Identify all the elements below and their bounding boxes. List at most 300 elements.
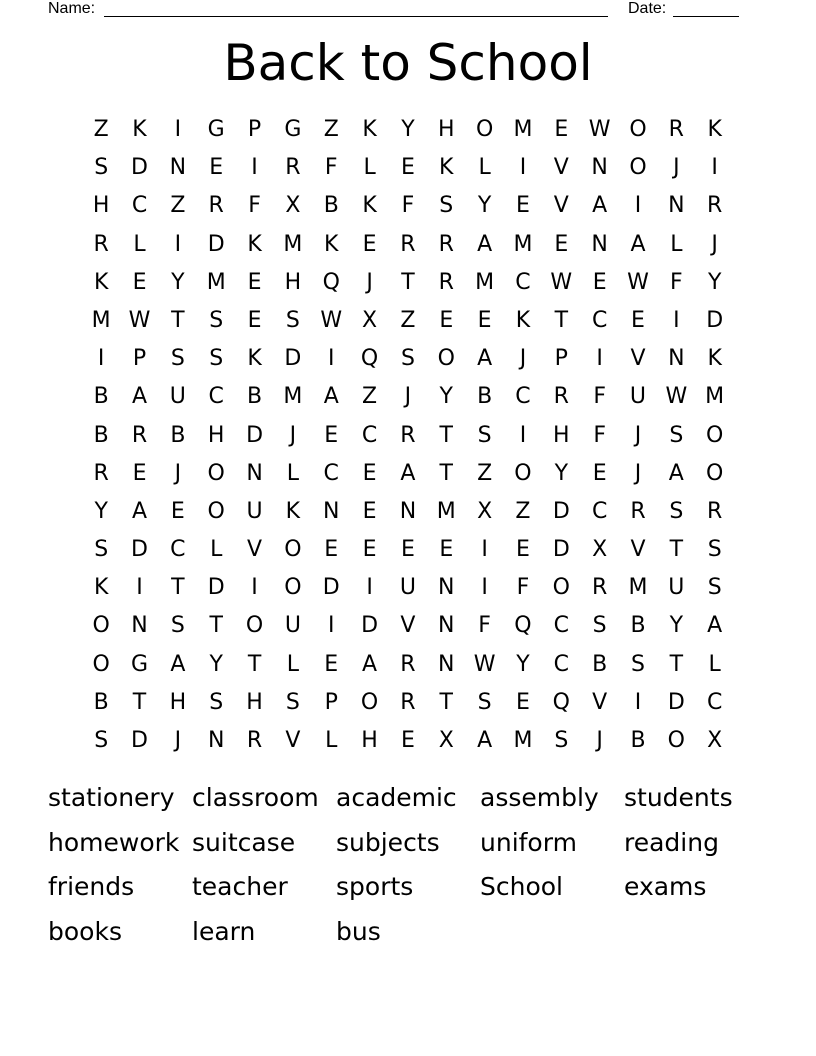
grid-letter: E (439, 307, 454, 333)
word-list-item: assembly (480, 783, 599, 812)
grid-letter: T (171, 575, 185, 601)
grid-letter: I (634, 193, 642, 219)
grid-letter: R (591, 575, 608, 601)
grid-letter: I (251, 155, 258, 181)
grid-letter: S (285, 307, 300, 333)
grid-letter: D (284, 346, 302, 372)
grid-letter: O (360, 689, 379, 715)
word-list-item: reading (624, 827, 719, 857)
grid-letter: Z (93, 117, 109, 142)
grid-letter: B (630, 728, 646, 753)
grid-letter: H (207, 422, 225, 448)
grid-letter: S (554, 728, 569, 753)
word-list-item: academic (336, 783, 457, 812)
grid-letter: L (708, 651, 721, 677)
grid-letter: R (707, 498, 723, 524)
grid-letter: N (438, 575, 455, 601)
grid-letter: I (634, 689, 642, 715)
grid-letter: U (399, 575, 416, 601)
grid-letter: T (401, 269, 415, 295)
grid-letter: O (92, 613, 110, 639)
grid-letter: T (439, 422, 453, 448)
grid-letter: A (477, 728, 493, 753)
grid-letter: H (92, 193, 110, 219)
grid-letter: B (630, 613, 646, 639)
grid-letter: J (673, 155, 680, 181)
grid-letter: E (170, 498, 185, 524)
word-list-item: suitcase (192, 827, 296, 857)
grid-row (82, 684, 734, 722)
grid-letter: E (400, 155, 415, 181)
grid-letter: K (93, 575, 109, 601)
grid-letter: S (209, 307, 224, 333)
grid-letter: C (591, 307, 608, 333)
grid-letter: E (362, 460, 377, 486)
grid-letter: V (630, 537, 646, 563)
grid-letter: A (131, 498, 148, 524)
grid-letter: O (552, 575, 570, 601)
grid-letter: D (207, 575, 225, 601)
grid-letter: Z (400, 307, 416, 333)
grid-letter: T (132, 689, 147, 715)
grid-letter: B (170, 422, 186, 448)
grid-letter: N (591, 231, 608, 257)
grid-letter: O (514, 460, 532, 486)
grid-letter: R (400, 422, 416, 448)
grid-letter: R (668, 117, 684, 142)
grid-letter: N (169, 155, 187, 181)
grid-letter: Y (171, 269, 185, 295)
grid-letter: D (322, 575, 340, 601)
grid-letter: W (320, 307, 343, 333)
grid-letter: S (669, 498, 684, 524)
grid-letter: M (206, 269, 226, 295)
grid-letter: S (170, 346, 185, 372)
grid-letter: E (516, 193, 530, 219)
word-list-item: subjects (336, 827, 440, 857)
grid-letter: K (132, 117, 147, 142)
grid-letter: N (668, 193, 685, 219)
grid-letter: C (553, 651, 569, 677)
grid-letter: S (707, 575, 722, 601)
grid-letter: C (361, 422, 378, 448)
grid-letter: R (438, 269, 454, 295)
grid-letter: Z (515, 498, 531, 524)
grid-letter: S (94, 155, 109, 181)
grid-letter: D (706, 307, 724, 333)
grid-letter: X (285, 193, 301, 219)
grid-letter: V (630, 346, 646, 372)
word-list-item: School (480, 872, 563, 902)
grid-letter: R (285, 155, 301, 181)
grid-letter: E (516, 689, 530, 715)
grid-letter: S (631, 651, 645, 677)
grid-letter: S (400, 346, 415, 372)
grid-letter: D (552, 498, 570, 524)
grid-letter: M (705, 384, 725, 410)
grid-letter: V (400, 613, 416, 639)
grid-letter: X (362, 307, 378, 333)
word-list (48, 778, 788, 956)
grid-letter: C (553, 613, 569, 639)
grid-letter: F (401, 193, 415, 219)
grid-letter: I (673, 307, 680, 333)
grid-letter: S (209, 346, 224, 372)
grid-letter: R (438, 231, 454, 257)
grid-letter: S (592, 613, 607, 639)
grid-letter: A (400, 460, 416, 486)
grid-letter: I (251, 575, 258, 601)
grid-letter: E (400, 537, 415, 563)
grid-letter: B (592, 651, 608, 677)
grid-letter: E (554, 117, 569, 142)
grid-row (82, 340, 734, 378)
grid-letter: F (593, 422, 606, 448)
grid-letter: S (285, 689, 300, 715)
grid-letter: L (133, 231, 146, 257)
word-list-item: sports (336, 872, 414, 902)
grid-letter: L (325, 728, 338, 753)
grid-letter: O (667, 728, 685, 753)
grid-letter: A (477, 231, 493, 257)
grid-letter: M (628, 575, 648, 601)
grid-row (82, 417, 734, 455)
grid-letter: O (706, 460, 724, 486)
grid-letter: E (324, 537, 339, 563)
word-list-item: exams (624, 872, 707, 902)
grid-letter: V (285, 728, 301, 753)
grid-letter: S (439, 193, 454, 219)
grid-letter: L (670, 231, 683, 257)
grid-row (82, 111, 734, 149)
grid-letter: X (707, 728, 723, 753)
grid-letter: E (554, 231, 569, 257)
grid-letter: R (400, 651, 416, 677)
grid-letter: C (591, 498, 608, 524)
header-line (48, 0, 748, 20)
grid-letter: H (169, 689, 187, 715)
grid-letter: B (247, 384, 263, 410)
letter-grid (82, 111, 734, 760)
grid-letter: E (324, 651, 339, 677)
grid-letter: Y (554, 460, 569, 486)
grid-letter: Z (362, 384, 378, 410)
grid-letter: K (285, 498, 301, 524)
grid-letter: U (169, 384, 186, 410)
date-label: Date: (628, 0, 667, 17)
grid-letter: D (207, 231, 225, 257)
grid-letter: L (286, 651, 300, 677)
grid-letter: Z (170, 193, 186, 219)
grid-letter: B (477, 384, 493, 410)
grid-letter: U (629, 384, 647, 410)
grid-letter: P (554, 346, 568, 372)
grid-letter: A (362, 651, 378, 677)
grid-letter: E (247, 269, 262, 295)
grid-letter: J (519, 346, 527, 372)
grid-letter: P (324, 689, 338, 715)
grid-letter: D (246, 422, 264, 448)
grid-letter: C (706, 689, 723, 715)
grid-letter: I (136, 575, 143, 601)
page-title: Back to School (223, 34, 593, 92)
grid-row (82, 226, 734, 264)
grid-letter: U (668, 575, 685, 601)
grid-letter: X (477, 498, 493, 524)
grid-letter: M (283, 384, 303, 410)
grid-letter: U (246, 498, 263, 524)
grid-letter: W (665, 384, 688, 410)
grid-letter: A (668, 460, 684, 486)
grid-letter: C (323, 460, 339, 486)
grid-letter: V (553, 155, 569, 181)
grid-letter: I (327, 346, 335, 372)
grid-letter: A (170, 651, 186, 677)
grid-letter: Q (514, 613, 532, 639)
grid-letter: K (93, 269, 109, 295)
word-list-item: students (624, 783, 733, 812)
grid-letter: B (93, 422, 109, 448)
grid-letter: T (554, 307, 569, 333)
grid-letter: O (284, 537, 302, 563)
grid-letter: T (669, 651, 684, 677)
grid-letter: I (481, 537, 488, 563)
grid-letter: R (246, 728, 263, 753)
grid-letter: R (93, 231, 109, 257)
grid-letter: N (668, 346, 685, 372)
grid-letter: O (475, 117, 494, 142)
grid-letter: O (629, 117, 647, 142)
name-label: Name: (48, 0, 96, 17)
grid-letter: I (481, 575, 488, 601)
grid-letter: F (593, 384, 606, 410)
grid-letter: E (477, 307, 492, 333)
grid-letter: V (553, 193, 569, 219)
grid-letter: R (707, 193, 723, 219)
grid-letter: E (516, 537, 530, 563)
grid-letter: A (323, 384, 339, 410)
grid-letter: O (437, 346, 455, 372)
grid-letter: E (132, 460, 147, 486)
grid-letter: S (707, 537, 722, 563)
grid-letter: W (128, 307, 151, 333)
grid-letter: J (366, 269, 373, 295)
grid-letter: N (207, 728, 225, 753)
date-blank (673, 16, 739, 17)
grid-letter: A (707, 613, 723, 639)
grid-letter: P (132, 346, 147, 372)
grid-row (82, 569, 734, 607)
word-list-item: homework (48, 827, 180, 857)
grid-row (82, 187, 734, 225)
grid-letter: L (286, 460, 300, 486)
grid-letter: R (93, 460, 109, 486)
grid-letter: G (284, 117, 302, 142)
grid-letter: Y (439, 384, 453, 410)
grid-letter: O (245, 613, 264, 639)
grid-letter: Z (323, 117, 339, 142)
grid-letter: Y (209, 651, 223, 677)
grid-letter: W (550, 269, 573, 295)
grid-letter: J (596, 728, 603, 753)
grid-letter: N (591, 155, 608, 181)
grid-letter: F (516, 575, 530, 601)
grid-letter: H (553, 422, 570, 448)
grid-letter: M (475, 269, 495, 295)
grid-letter: P (247, 117, 262, 142)
grid-letter: S (477, 422, 492, 448)
grid-letter: M (513, 728, 533, 753)
grid-letter: R (400, 689, 416, 715)
grid-letter: E (324, 422, 339, 448)
grid-letter: K (247, 231, 262, 257)
word-list-item: uniform (480, 827, 577, 857)
grid-letter: M (513, 231, 533, 257)
grid-letter: S (209, 689, 224, 715)
grid-letter: E (132, 269, 147, 295)
grid-letter: E (631, 307, 645, 333)
grid-letter: R (553, 384, 569, 410)
grid-letter: L (210, 537, 223, 563)
grid-letter: R (131, 422, 148, 448)
grid-letter: E (439, 537, 454, 563)
grid-row (82, 646, 734, 684)
grid-letter: C (170, 537, 186, 563)
grid-letter: C (131, 193, 148, 219)
name-blank (104, 16, 608, 17)
grid-row (82, 531, 734, 569)
grid-row (82, 722, 734, 760)
word-list-item: learn (192, 916, 256, 946)
grid-letter: B (323, 193, 339, 219)
grid-letter: H (246, 689, 263, 715)
grid-letter: M (283, 231, 303, 257)
grid-letter: N (246, 460, 263, 486)
grid-letter: Q (322, 269, 340, 295)
grid-letter: L (478, 155, 491, 181)
grid-letter: O (284, 575, 302, 601)
grid-row (82, 378, 734, 416)
grid-letter: W (588, 117, 611, 142)
grid-row (82, 607, 734, 645)
grid-row (82, 264, 734, 302)
grid-letter: I (519, 422, 527, 448)
grid-letter: J (174, 460, 182, 486)
grid-letter: W (473, 651, 496, 677)
grid-letter: E (362, 498, 377, 524)
word-list-item: teacher (192, 872, 288, 902)
grid-letter: D (131, 537, 148, 563)
grid-letter: I (174, 117, 182, 142)
grid-letter: V (247, 537, 263, 563)
word-list-item: bus (336, 916, 381, 946)
grid-letter: I (327, 613, 335, 639)
grid-letter: K (247, 346, 262, 372)
grid-letter: V (592, 689, 608, 715)
word-list-item: stationery (48, 783, 175, 812)
grid-letter: U (284, 613, 301, 639)
grid-letter: K (515, 307, 531, 333)
grid-letter: I (366, 575, 373, 601)
grid-letter: X (438, 728, 454, 753)
grid-letter: J (174, 728, 182, 753)
grid-letter: J (404, 384, 412, 410)
grid-letter: J (711, 231, 718, 257)
grid-letter: T (171, 307, 185, 333)
grid-letter: K (707, 117, 722, 142)
grid-letter: A (592, 193, 608, 219)
grid-letter: Q (552, 689, 570, 715)
grid-letter: O (207, 498, 225, 524)
grid-letter: E (400, 728, 415, 753)
grid-letter: B (93, 689, 109, 715)
grid-letter: E (362, 231, 377, 257)
word-list-item: friends (48, 872, 135, 902)
grid-letter: J (634, 460, 642, 486)
grid-letter: M (91, 307, 111, 333)
grid-letter: M (436, 498, 456, 524)
grid-letter: I (97, 346, 105, 372)
grid-letter: J (289, 422, 297, 448)
grid-row (82, 149, 734, 187)
grid-letter: H (361, 728, 378, 753)
grid-letter: H (437, 117, 455, 142)
grid-letter: E (362, 537, 377, 563)
grid-letter: R (208, 193, 224, 219)
grid-letter: T (439, 460, 453, 486)
grid-letter: M (513, 117, 533, 142)
grid-letter: Y (477, 193, 492, 219)
grid-letter: L (363, 155, 376, 181)
grid-letter: K (362, 193, 377, 219)
grid-letter: I (711, 155, 718, 181)
grid-letter: X (592, 537, 608, 563)
grid-letter: A (131, 384, 148, 410)
grid-letter: Y (707, 269, 722, 295)
word-list-item: books (48, 916, 122, 946)
grid-letter: O (629, 155, 647, 181)
grid-letter: K (707, 346, 722, 372)
grid-letter: A (477, 346, 493, 372)
grid-row (82, 455, 734, 493)
grid-letter: C (515, 269, 531, 295)
grid-letter: W (627, 269, 649, 295)
grid-letter: D (131, 155, 148, 181)
grid-letter: N (399, 498, 417, 524)
grid-letter: H (284, 269, 302, 295)
grid-letter: Y (516, 651, 530, 677)
word-list-item: classroom (192, 783, 319, 812)
grid-letter: D (361, 613, 379, 639)
grid-letter: S (170, 613, 185, 639)
grid-letter: F (478, 613, 491, 639)
grid-letter: Q (360, 346, 379, 372)
grid-letter: S (477, 689, 492, 715)
grid-letter: S (94, 728, 109, 753)
grid-letter: Z (477, 460, 493, 486)
grid-letter: O (92, 651, 110, 677)
grid-letter: S (669, 422, 684, 448)
grid-letter: N (323, 498, 340, 524)
grid-letter: A (630, 231, 646, 257)
grid-letter: F (670, 269, 683, 295)
grid-row (82, 493, 734, 531)
grid-letter: R (630, 498, 646, 524)
grid-letter: T (247, 651, 262, 677)
grid-letter: S (94, 537, 109, 563)
grid-letter: N (438, 651, 455, 677)
grid-letter: C (515, 384, 531, 410)
